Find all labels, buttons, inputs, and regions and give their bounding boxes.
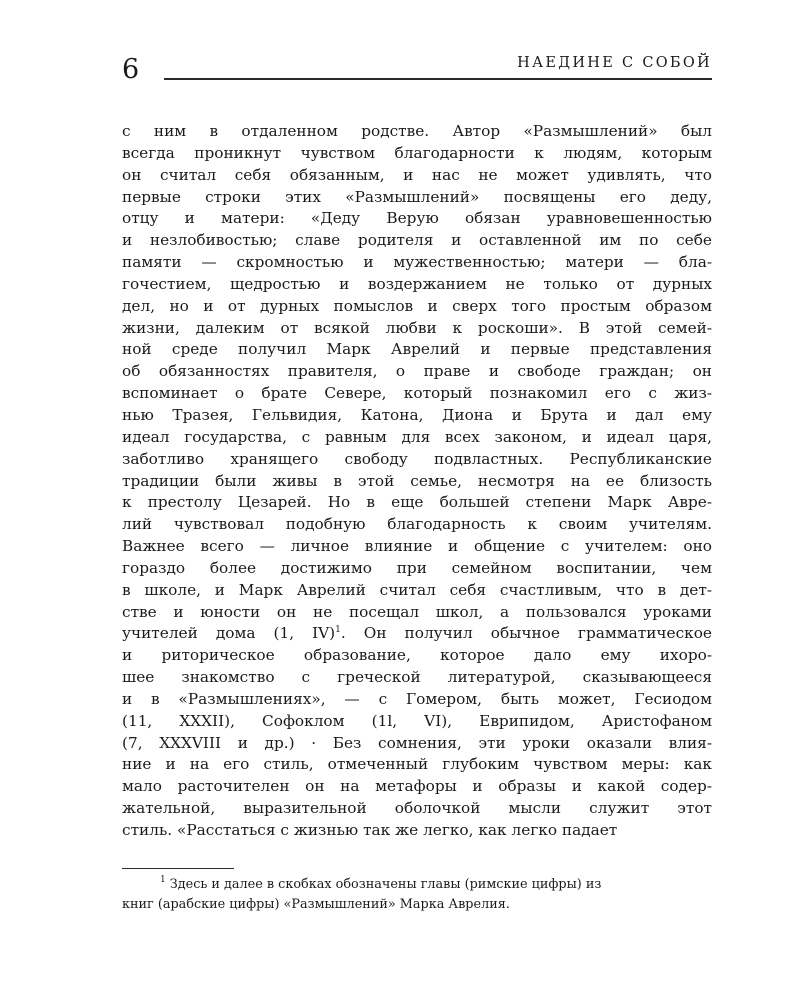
text-line: в школе, и Марк Аврелий считал себя счастливым, что в дет- xyxy=(122,580,712,599)
text-line: идеал государства, с равным для всех законом, и идеал царя, xyxy=(122,427,712,446)
text-line: гораздо более достижимо при семейном воспитании, чем xyxy=(122,558,712,577)
footnote-reference[interactable]: 1 xyxy=(335,625,341,636)
text-line: лий чувствовал подобную благодарность к своим учителям. xyxy=(122,515,712,534)
footnote-line xyxy=(122,875,712,895)
text-line: он считал себя обязанным, и нас не может удивлять, что xyxy=(122,165,712,184)
text-line: ние и на его стиль, отмеченный глубоким чувством меры: как xyxy=(122,755,712,774)
text-line: традиции были живы в этой семье, несмотря на ее близость xyxy=(122,471,712,490)
text-line: (7, XXXVIII и др.) · Без сомнения, эти уроки оказали влия- xyxy=(122,733,712,752)
text-fragment: учителей дома (1, IV) xyxy=(122,624,336,643)
text-line: ной среде получил Марк Аврелий и первые представления xyxy=(122,340,712,359)
text-line: гочестием, щедростью и воздержанием не только от дурных xyxy=(122,274,712,293)
text-line: и незлобивостью; славе родителя и оставленной им по себе xyxy=(122,231,712,250)
text-line: стиль. «Расстаться с жизнью так же легко, как легко падает xyxy=(122,821,618,839)
text-line: заботливо хранящего свободу подвластных. Республиканские xyxy=(122,449,712,468)
text-line: памяти — скромностью и мужественностью; матери — бла- xyxy=(122,253,712,272)
header-rule xyxy=(164,78,712,80)
text-line: нью Тразея, Гельвидия, Катона, Диона и Брута и дал ему xyxy=(122,405,712,424)
text-line: всегда проникнут чувством благодарности к людям, которым xyxy=(122,143,712,162)
footnote xyxy=(122,875,712,915)
footnote-text: Здесь и далее в скобках обозначены главы (римские цифры) из xyxy=(165,877,602,892)
text-line: (11, XXXII), Софоклом (1l, VI), Еврипидом, Аристофаном xyxy=(122,711,712,730)
text-line: первые строки этих «Размышлений» посвящены его деду, xyxy=(122,187,712,206)
text-line: и риторическое образование, которое дало ему ихоро- xyxy=(122,646,712,665)
text-line: дел, но и от дурных помыслов и сверх того простым образом xyxy=(122,296,712,315)
text-line: отцу и матери: «Деду Верую обязан уравновешенностью xyxy=(122,209,712,228)
text-line: Важнее всего — личное влияние и общение с учителем: оно xyxy=(122,537,712,556)
text-line: стве и юности он не посещал школ, а пользовался уроками xyxy=(122,602,712,621)
text-line: жизни, далеким от всякой любви к роскоши». В этой семей- xyxy=(122,318,712,337)
text-line: мало расточителен он на метафоры и образы и какой содер- xyxy=(122,777,712,796)
footnote-rule xyxy=(122,868,234,869)
footnote-marker: 1 xyxy=(160,875,166,885)
text-line: об обязанностях правителя, о праве и свободе граждан; он xyxy=(122,362,712,381)
running-title: НАЕДИНЕ С СОБОЙ xyxy=(517,55,712,71)
text-fragment: . Он получил обычное грамматическое xyxy=(340,624,712,643)
text-line: жательной, выразительной оболочкой мысли служит этот xyxy=(122,799,712,818)
text-line-with-footnote-ref xyxy=(122,623,712,645)
text-line: шее знакомство с греческой литературой, сказывающееся xyxy=(122,668,712,687)
footnote-line: книг (арабские цифры) «Размышлений» Марка Аврелия. xyxy=(122,897,510,912)
body-text xyxy=(122,121,712,842)
page-header xyxy=(122,52,712,88)
text-line: к престолу Цезарей. Но в еще большей степени Марк Авре- xyxy=(122,493,712,512)
page-number: 6 xyxy=(122,54,140,85)
text-line: с ним в отдаленном родстве. Автор «Размышлений» был xyxy=(122,122,712,140)
text-line: и в «Размышлениях», — с Гомером, быть может, Гесиодом xyxy=(122,689,712,708)
text-line: вспоминает о брате Севере, который познакомил его с жиз- xyxy=(122,384,712,403)
